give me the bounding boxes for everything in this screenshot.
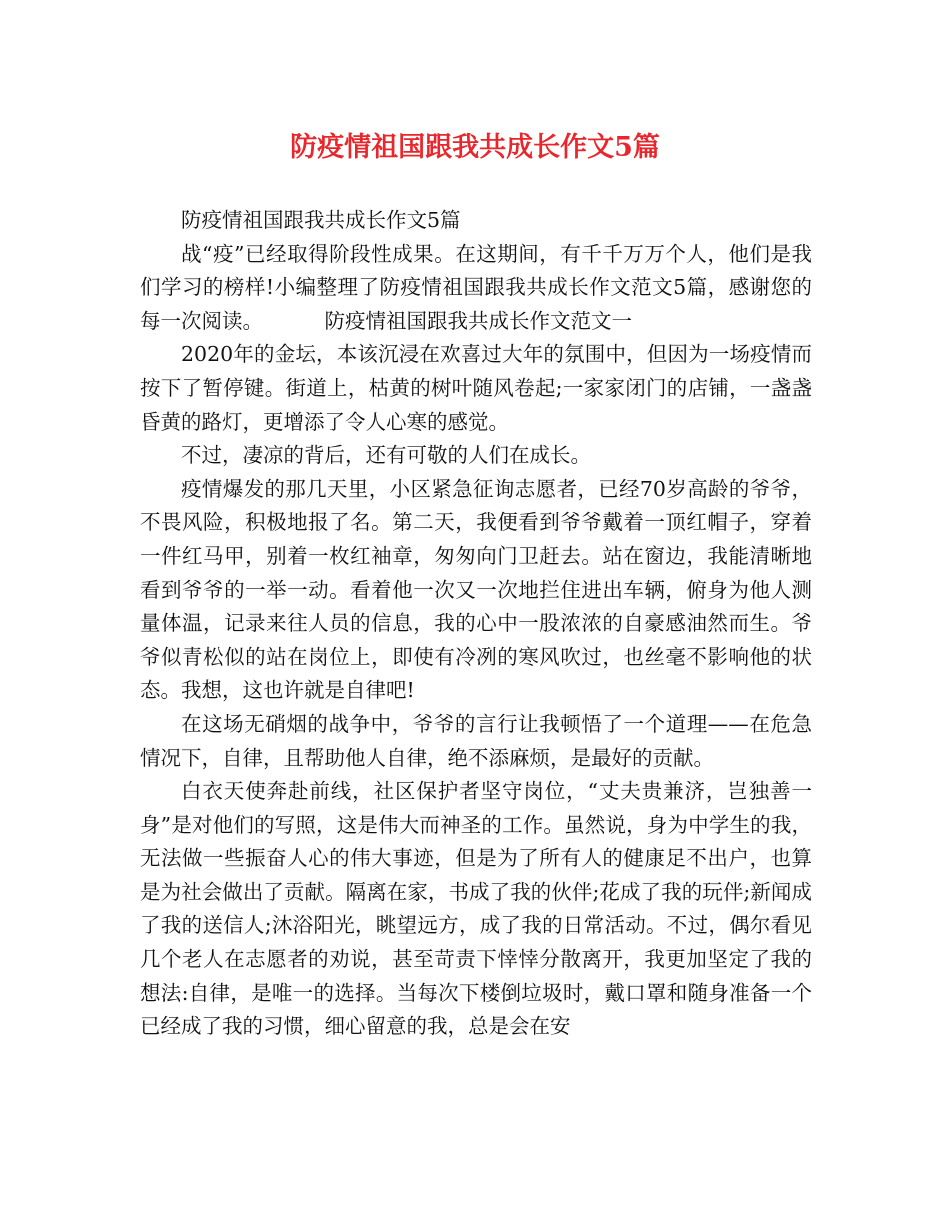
document-body [140, 204, 812, 1044]
section-heading: 防疫情祖国跟我共成长作文范文一 [324, 308, 632, 333]
subtitle-paragraph: 防疫情祖国跟我共成长作文5篇 [181, 208, 461, 232]
body-paragraph: 不过，凄凉的背后，还有可敬的人们在成长。 [181, 443, 591, 468]
body-paragraph: 白衣天使奔赴前线，社区保护者坚守岗位，“丈夫贵兼济，岂独善一身”是对他们的写照，这是伟大而神圣的工作。虽然说，身为中学生的我，无法做一些振奋人心的伟大事迹，但是为了所有人的健康足不出户，也算是为社会做出了贡献。隔离在家，书成了我的伙伴;花成了我的玩伴;新闻成了我的送信人;沐浴阳光，眺望远方，成了我的日常活动。不过，偶尔看见几个老人在志愿者的劝说，甚至苛责下悻悻分散离开，我更加坚定了我的想法:自律，是唯一的选择。当每次下楼倒垃圾时，戴口罩和随身准备一个已经成了我的习惯，细心留意的我，总是会在安 [140, 779, 812, 1039]
document-title: 防疫情祖国跟我共成长作文5篇 [290, 132, 660, 163]
body-paragraph: 在这场无硝烟的战争中，爷爷的言行让我顿悟了一个道理——在危急情况下，自律，且帮助他人自律，绝不添麻烦，是最好的贡献。 [140, 711, 812, 770]
body-paragraph: 2020年的金坛，本该沉浸在欢喜过大年的氛围中，但因为一场疫情而按下了暂停键。街道上，枯黄的树叶随风卷起;一家家闭门的店铺，一盏盏昏黄的路灯，更增添了令人心寒的感觉。 [140, 342, 812, 434]
intro-paragraph [140, 238, 812, 339]
intro-text: 战“疫”已经取得阶段性成果。在这期间，有千千万万个人，他们是我们学习的榜样!小编整理了防疫情祖国跟我共成长作文范文5篇，感谢您的每一次阅读。 [140, 241, 812, 333]
body-paragraph: 疫情爆发的那几天里，小区紧急征询志愿者，已经70岁高龄的爷爷，不畏风险，积极地报了名。第二天，我便看到爷爷戴着一顶红帽子，穿着一件红马甲，别着一枚红袖章，匆匆向门卫赶去。站在窗边，我能清晰地看到爷爷的一举一动。看着他一次又一次地拦住进出车辆，俯身为他人测量体温，记录来往人员的信息，我的心中一股浓浓的自豪感油然而生。爷爷似青松似的站在岗位上，即使有冷冽的寒风吹过，也丝毫不影响他的状态。我想，这也许就是自律吧! [140, 476, 812, 703]
